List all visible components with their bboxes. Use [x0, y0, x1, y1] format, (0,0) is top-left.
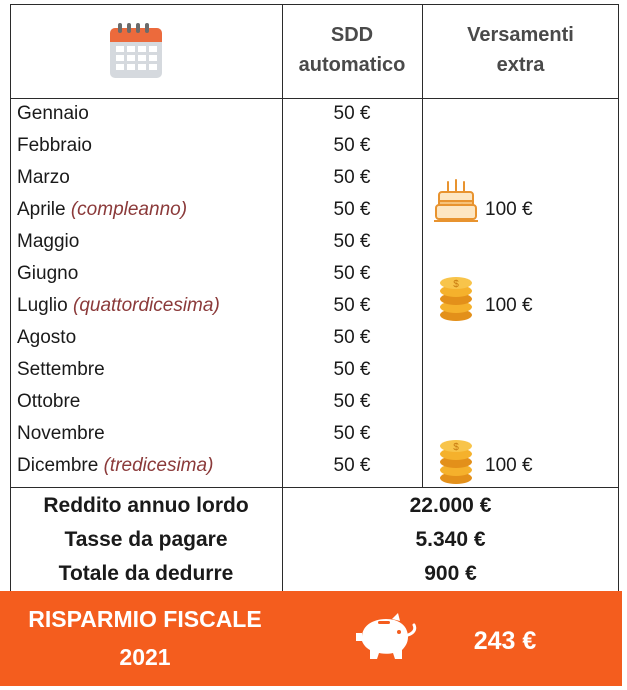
- savings-amount: 243 €: [473, 627, 537, 655]
- savings-title-line2: 2021: [119, 644, 171, 670]
- summary-label: Reddito annuo lordo: [43, 494, 249, 517]
- month-label: Agosto: [17, 327, 77, 348]
- savings-title-line1: RISPARMIO FISCALE: [28, 606, 262, 632]
- sdd-value: 50 €: [333, 423, 371, 444]
- month-name: Luglio: [17, 295, 68, 316]
- svg-text:$: $: [453, 279, 459, 290]
- extra-value: 100 €: [485, 199, 533, 220]
- sdd-value: 50 €: [333, 135, 371, 156]
- sdd-value: 50 €: [333, 455, 371, 476]
- extra-value: 100 €: [485, 455, 533, 476]
- col-header-sdd: [282, 20, 422, 80]
- extra-value: 100 €: [485, 295, 533, 316]
- table-row: [10, 418, 619, 450]
- table-row: [10, 194, 619, 226]
- summary-label: Tasse da pagare: [64, 528, 228, 551]
- summary-value: 5.340 €: [415, 528, 486, 551]
- month-label: Marzo: [17, 167, 70, 188]
- month-label: [17, 194, 187, 226]
- sdd-value: 50 €: [333, 359, 371, 380]
- sdd-value: 50 €: [333, 199, 371, 220]
- col-header-sdd-line1: SDD: [330, 24, 374, 46]
- month-note: (compleanno): [70, 199, 188, 220]
- col-header-extra-line2: extra: [496, 54, 545, 76]
- table-row: [10, 354, 619, 386]
- month-label: Settembre: [17, 359, 105, 380]
- sdd-value: 50 €: [333, 231, 371, 252]
- piggy-bank-icon: [350, 613, 418, 670]
- col-header-extra: [422, 20, 619, 80]
- col-header-extra-line1: Versamenti: [467, 24, 574, 46]
- table-top-border: [10, 4, 619, 5]
- table-row: [10, 226, 619, 258]
- summary-value: 900 €: [424, 562, 477, 585]
- month-label: [17, 450, 213, 482]
- sdd-value: 50 €: [333, 391, 371, 412]
- month-label: Gennaio: [17, 103, 89, 124]
- table-row: [10, 386, 619, 418]
- month-label: Ottobre: [17, 391, 81, 412]
- months-bottom-border: [10, 487, 619, 488]
- month-label: Maggio: [17, 231, 80, 252]
- sdd-value: 50 €: [333, 263, 371, 284]
- summary-value: 22.000 €: [409, 494, 492, 517]
- table-row: [10, 322, 619, 354]
- table-row: [10, 162, 619, 194]
- col-header-sdd-line2: automatico: [298, 54, 406, 76]
- summary-label: Totale da dedurre: [58, 562, 234, 585]
- month-label: Giugno: [17, 263, 79, 284]
- month-label: Febbraio: [17, 135, 92, 156]
- month-note: (quattordicesima): [73, 295, 220, 316]
- sdd-value: 50 €: [333, 167, 371, 188]
- birthday-cake-icon: [432, 178, 480, 229]
- savings-banner: [0, 591, 622, 686]
- month-name: Dicembre: [17, 455, 99, 476]
- table-row: [10, 130, 619, 162]
- month-name: Aprile: [17, 199, 66, 220]
- sdd-value: 50 €: [333, 103, 371, 124]
- table-row: [10, 290, 619, 322]
- table-row: [10, 450, 619, 482]
- month-note: (tredicesima): [103, 455, 214, 476]
- sdd-value: 50 €: [333, 327, 371, 348]
- table-row: [10, 98, 619, 130]
- svg-text:$: $: [453, 442, 459, 453]
- table-row: [10, 258, 619, 290]
- calendar-icon: [108, 22, 164, 85]
- month-label: Novembre: [17, 423, 105, 444]
- month-label: [17, 290, 220, 322]
- coin-stack-icon: [438, 436, 474, 491]
- coin-stack-icon: [438, 273, 474, 328]
- sdd-value: 50 €: [333, 295, 371, 316]
